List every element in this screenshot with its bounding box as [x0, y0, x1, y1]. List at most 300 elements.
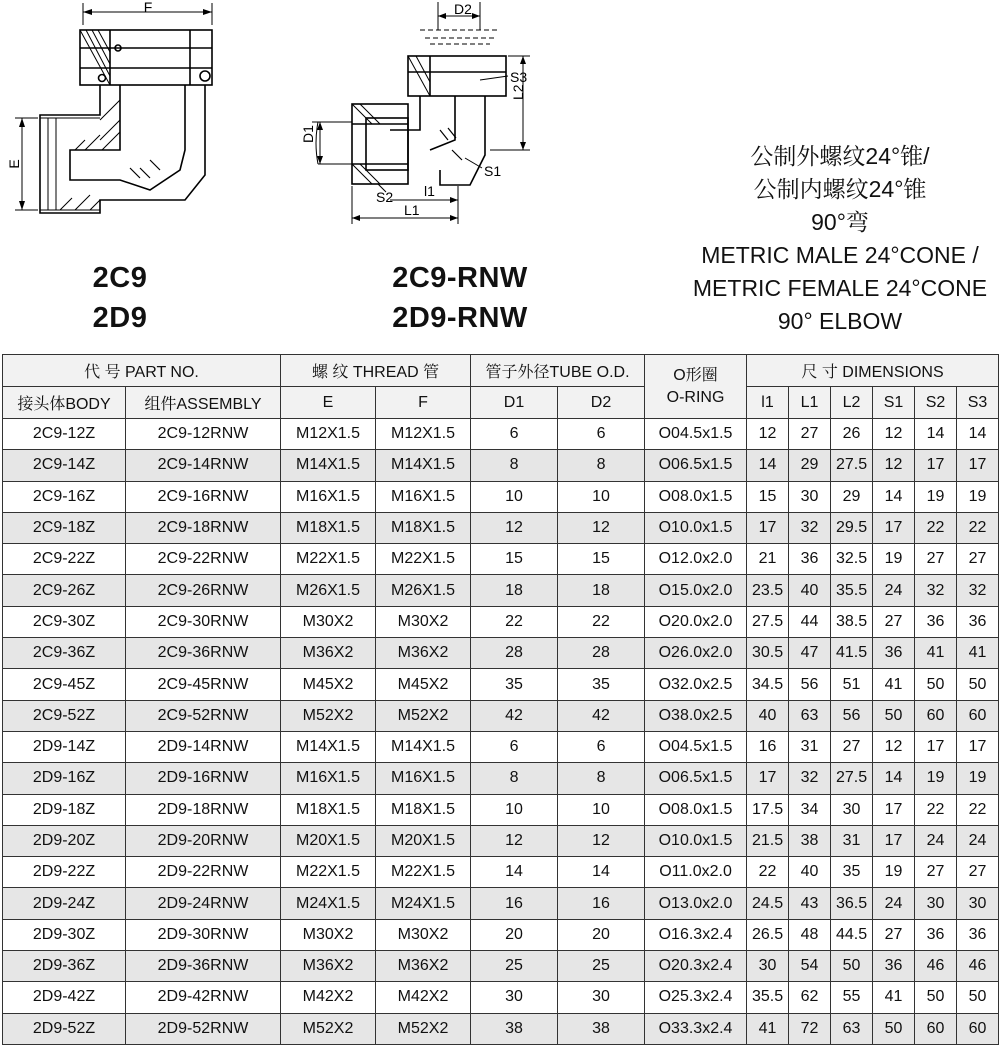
table-cell: M36X2 — [281, 638, 376, 669]
table-cell: 27 — [873, 919, 915, 950]
subheader-cell: S3 — [957, 387, 999, 419]
table-cell: 32 — [789, 763, 831, 794]
table-cell: 17 — [915, 450, 957, 481]
table-cell: O04.5x1.5 — [645, 419, 747, 450]
table-cell: M22X1.5 — [376, 544, 471, 575]
table-cell: 2D9-16Z — [3, 763, 126, 794]
table-cell: 2C9-36RNW — [126, 638, 281, 669]
table-cell: M52X2 — [281, 1013, 376, 1044]
dim-label-l1: L1 — [404, 202, 420, 218]
table-cell: 14 — [915, 419, 957, 450]
table-cell: 42 — [471, 700, 558, 731]
table-cell: O11.0x2.0 — [645, 857, 747, 888]
table-cell: 44.5 — [831, 919, 873, 950]
table-cell: 27 — [915, 544, 957, 575]
table-cell: 38 — [471, 1013, 558, 1044]
table-cell: 41.5 — [831, 638, 873, 669]
table-cell: 12 — [873, 419, 915, 450]
table-cell: M24X1.5 — [281, 888, 376, 919]
table-cell: 27 — [915, 857, 957, 888]
table-cell: 19 — [957, 763, 999, 794]
subheader-cell: E — [281, 387, 376, 419]
table-cell: 50 — [915, 669, 957, 700]
table-row — [3, 544, 999, 575]
header-dimensions: 尺 寸 DIMENSIONS — [747, 355, 999, 387]
fitting-drawing-body — [0, 0, 230, 225]
table-cell: 30 — [831, 794, 873, 825]
table-cell: 50 — [873, 700, 915, 731]
table-cell: 2D9-52Z — [3, 1013, 126, 1044]
table-cell: 36 — [873, 951, 915, 982]
model-code-2c9: 2C9 — [92, 262, 148, 294]
table-cell: 60 — [915, 700, 957, 731]
header-o-ring: O形圈 O-RING — [645, 355, 747, 419]
table-cell: M22X1.5 — [281, 544, 376, 575]
table-cell: 17 — [747, 512, 789, 543]
description-line: 90° ELBOW — [777, 308, 903, 334]
table-cell: 15 — [747, 481, 789, 512]
table-cell: 24 — [957, 825, 999, 856]
table-cell: M52X2 — [281, 700, 376, 731]
table-cell: 31 — [831, 825, 873, 856]
table-cell: M36X2 — [281, 951, 376, 982]
table-cell: 44 — [789, 606, 831, 637]
table-cell: 22 — [957, 794, 999, 825]
table-row — [3, 763, 999, 794]
table-cell: O25.3x2.4 — [645, 982, 747, 1013]
table-cell: M30X2 — [281, 919, 376, 950]
description-line: METRIC MALE 24°CONE / — [701, 242, 979, 268]
table-cell: O06.5x1.5 — [645, 450, 747, 481]
table-cell: 2D9-20Z — [3, 825, 126, 856]
table-cell: 2C9-22Z — [3, 544, 126, 575]
table-cell: 2C9-16Z — [3, 481, 126, 512]
dim-label-s2: S2 — [376, 189, 394, 205]
table-cell: M42X2 — [281, 982, 376, 1013]
table-row — [3, 951, 999, 982]
table-cell: 30 — [915, 888, 957, 919]
model-code-body — [60, 258, 180, 338]
table-cell: 30 — [747, 951, 789, 982]
table-cell: 38 — [558, 1013, 645, 1044]
table-cell: 2C9-52RNW — [126, 700, 281, 731]
table-cell: 56 — [831, 700, 873, 731]
table-cell: 24 — [915, 825, 957, 856]
table-cell: 50 — [957, 982, 999, 1013]
table-cell: 30 — [471, 982, 558, 1013]
table-cell: 51 — [831, 669, 873, 700]
table-cell: 21 — [747, 544, 789, 575]
table-row — [3, 481, 999, 512]
table-cell: 2C9-30RNW — [126, 606, 281, 637]
table-cell: 14 — [873, 481, 915, 512]
table-cell: M30X2 — [376, 919, 471, 950]
table-cell: 2D9-42Z — [3, 982, 126, 1013]
table-cell: 50 — [831, 951, 873, 982]
table-cell: 40 — [789, 575, 831, 606]
table-cell: O15.0x2.0 — [645, 575, 747, 606]
table-cell: M14X1.5 — [376, 450, 471, 481]
table-cell: 54 — [789, 951, 831, 982]
table-cell: 2C9-45Z — [3, 669, 126, 700]
header-tube-od: 管子外径TUBE O.D. — [471, 355, 645, 387]
table-cell: M18X1.5 — [376, 512, 471, 543]
table-cell: 30 — [558, 982, 645, 1013]
table-row — [3, 794, 999, 825]
table-row — [3, 888, 999, 919]
table-cell: 2D9-36RNW — [126, 951, 281, 982]
table-cell: M14X1.5 — [376, 731, 471, 762]
table-cell: M45X2 — [281, 669, 376, 700]
table-cell: O10.0x1.5 — [645, 512, 747, 543]
table-cell: M24X1.5 — [376, 888, 471, 919]
subheader-cell: L2 — [831, 387, 873, 419]
table-cell: 10 — [558, 794, 645, 825]
table-cell: 8 — [558, 763, 645, 794]
table-cell: 25 — [558, 951, 645, 982]
table-cell: 2D9-42RNW — [126, 982, 281, 1013]
table-cell: 6 — [558, 419, 645, 450]
table-cell: 31 — [789, 731, 831, 762]
model-code-2c9-rnw: 2C9-RNW — [392, 262, 528, 294]
table-cell: 17 — [873, 825, 915, 856]
table-cell: M14X1.5 — [281, 731, 376, 762]
dim-label-l1-small: l1 — [424, 183, 435, 199]
table-cell: 29 — [831, 481, 873, 512]
table-cell: 41 — [747, 1013, 789, 1044]
subheader-cell: D1 — [471, 387, 558, 419]
table-cell: 27.5 — [831, 450, 873, 481]
table-cell: 63 — [831, 1013, 873, 1044]
table-cell: 30.5 — [747, 638, 789, 669]
table-cell: 36 — [915, 919, 957, 950]
table-cell: M18X1.5 — [376, 794, 471, 825]
table-cell: 32.5 — [831, 544, 873, 575]
table-cell: 41 — [957, 638, 999, 669]
description-line: 公制外螺纹24°锥/ — [750, 143, 930, 169]
description-line: METRIC FEMALE 24°CONE — [692, 275, 988, 301]
table-cell: 2D9-14RNW — [126, 731, 281, 762]
table-cell: 22 — [471, 606, 558, 637]
header-part-no: 代 号 PART NO. — [3, 355, 281, 387]
table-row — [3, 982, 999, 1013]
table-cell: 48 — [789, 919, 831, 950]
table-cell: M12X1.5 — [281, 419, 376, 450]
table-cell: 27.5 — [747, 606, 789, 637]
table-cell: 2C9-16RNW — [126, 481, 281, 512]
table-cell: 12 — [471, 512, 558, 543]
table-cell: 10 — [558, 481, 645, 512]
table-cell: 20 — [471, 919, 558, 950]
table-cell: 8 — [471, 450, 558, 481]
table-cell: 6 — [471, 419, 558, 450]
table-cell: 36 — [915, 606, 957, 637]
table-cell: 12 — [471, 825, 558, 856]
table-cell: M26X1.5 — [281, 575, 376, 606]
table-cell: 12 — [747, 419, 789, 450]
model-code-assembly — [360, 258, 560, 338]
table-cell: 12 — [558, 512, 645, 543]
table-cell: 8 — [558, 450, 645, 481]
table-cell: 27 — [957, 544, 999, 575]
table-cell: O06.5x1.5 — [645, 763, 747, 794]
table-cell: 40 — [747, 700, 789, 731]
fitting-drawing-assembly — [290, 0, 530, 230]
table-cell: 10 — [471, 794, 558, 825]
table-cell: O08.0x1.5 — [645, 794, 747, 825]
table-cell: 35 — [558, 669, 645, 700]
table-cell: 12 — [873, 450, 915, 481]
table-cell: M52X2 — [376, 1013, 471, 1044]
table-cell: 27.5 — [831, 763, 873, 794]
table-cell: M30X2 — [281, 606, 376, 637]
table-cell: 27 — [957, 857, 999, 888]
dim-label-l2: L2 — [510, 84, 526, 100]
table-cell: O13.0x2.0 — [645, 888, 747, 919]
table-cell: 2C9-18RNW — [126, 512, 281, 543]
table-cell: 42 — [558, 700, 645, 731]
table-cell: 2C9-26RNW — [126, 575, 281, 606]
table-cell: 19 — [957, 481, 999, 512]
model-code-2d9-rnw: 2D9-RNW — [392, 302, 528, 334]
table-cell: 34.5 — [747, 669, 789, 700]
dim-label-d1: D1 — [300, 125, 316, 143]
table-cell: 2D9-24RNW — [126, 888, 281, 919]
table-row — [3, 919, 999, 950]
table-cell: 30 — [957, 888, 999, 919]
table-cell: M45X2 — [376, 669, 471, 700]
table-cell: 2C9-26Z — [3, 575, 126, 606]
subheader-cell: D2 — [558, 387, 645, 419]
table-cell: 26 — [831, 419, 873, 450]
subheader-cell: S1 — [873, 387, 915, 419]
product-description — [670, 140, 1000, 338]
table-cell: 8 — [471, 763, 558, 794]
table-cell: 35 — [471, 669, 558, 700]
table-cell: O32.0x2.5 — [645, 669, 747, 700]
table-cell: 2C9-12Z — [3, 419, 126, 450]
table-cell: 17 — [747, 763, 789, 794]
table-cell: 35.5 — [831, 575, 873, 606]
table-cell: 22 — [915, 512, 957, 543]
table-cell: M42X2 — [376, 982, 471, 1013]
table-cell: M22X1.5 — [281, 857, 376, 888]
table-cell: 30 — [789, 481, 831, 512]
table-cell: 47 — [789, 638, 831, 669]
table-cell: O10.0x1.5 — [645, 825, 747, 856]
subheader-cell: 接头体BODY — [3, 387, 126, 419]
table-cell: M26X1.5 — [376, 575, 471, 606]
subheader-cell: l1 — [747, 387, 789, 419]
dim-label-s3: S3 — [510, 69, 528, 85]
table-cell: 50 — [873, 1013, 915, 1044]
table-cell: 15 — [471, 544, 558, 575]
table-cell: 24 — [873, 888, 915, 919]
table-cell: O04.5x1.5 — [645, 731, 747, 762]
table-cell: 14 — [747, 450, 789, 481]
table-cell: O33.3x2.4 — [645, 1013, 747, 1044]
table-cell: 2D9-24Z — [3, 888, 126, 919]
table-cell: 16 — [471, 888, 558, 919]
table-cell: 2C9-30Z — [3, 606, 126, 637]
table-cell: 25 — [471, 951, 558, 982]
table-cell: M52X2 — [376, 700, 471, 731]
table-cell: 17 — [957, 731, 999, 762]
model-code-2d9: 2D9 — [92, 302, 148, 334]
table-cell: 2C9-14Z — [3, 450, 126, 481]
table-cell: 22 — [747, 857, 789, 888]
table-cell: M14X1.5 — [281, 450, 376, 481]
table-cell: 2D9-22RNW — [126, 857, 281, 888]
table-cell: M22X1.5 — [376, 857, 471, 888]
table-cell: 15 — [558, 544, 645, 575]
subheader-cell: F — [376, 387, 471, 419]
table-cell: 46 — [915, 951, 957, 982]
table-cell: 41 — [915, 638, 957, 669]
table-cell: 28 — [558, 638, 645, 669]
subheader-cell: S2 — [915, 387, 957, 419]
table-cell: O12.0x2.0 — [645, 544, 747, 575]
table-cell: M12X1.5 — [376, 419, 471, 450]
table-cell: 2C9-14RNW — [126, 450, 281, 481]
table-cell: 2D9-36Z — [3, 951, 126, 982]
table-cell: 32 — [915, 575, 957, 606]
table-cell: O16.3x2.4 — [645, 919, 747, 950]
table-cell: 2D9-20RNW — [126, 825, 281, 856]
table-cell: M20X1.5 — [376, 825, 471, 856]
table-cell: 18 — [471, 575, 558, 606]
table-cell: M18X1.5 — [281, 794, 376, 825]
table-cell: 14 — [873, 763, 915, 794]
table-cell: 2C9-22RNW — [126, 544, 281, 575]
table-cell: 26.5 — [747, 919, 789, 950]
table-cell: 16 — [747, 731, 789, 762]
table-row — [3, 450, 999, 481]
table-cell: 24.5 — [747, 888, 789, 919]
table-cell: O20.3x2.4 — [645, 951, 747, 982]
table-row — [3, 1013, 999, 1044]
table-cell: 36.5 — [831, 888, 873, 919]
table-cell: 22 — [915, 794, 957, 825]
table-cell: 60 — [957, 1013, 999, 1044]
table-cell: 2D9-30RNW — [126, 919, 281, 950]
table-cell: M16X1.5 — [281, 763, 376, 794]
table-cell: 21.5 — [747, 825, 789, 856]
table-cell: 19 — [915, 481, 957, 512]
table-cell: 16 — [558, 888, 645, 919]
table-cell: M16X1.5 — [376, 763, 471, 794]
dim-label-e: E — [6, 159, 22, 169]
table-cell: 60 — [957, 700, 999, 731]
table-cell: 27 — [789, 419, 831, 450]
table-cell: 17.5 — [747, 794, 789, 825]
table-cell: 56 — [789, 669, 831, 700]
description-line: 90°弯 — [811, 209, 869, 235]
table-cell: 17 — [915, 731, 957, 762]
table-cell: M36X2 — [376, 951, 471, 982]
header-thread: 螺 纹 THREAD 管 — [281, 355, 471, 387]
table-cell: 43 — [789, 888, 831, 919]
table-cell: 14 — [957, 419, 999, 450]
table-cell: M36X2 — [376, 638, 471, 669]
table-cell: 17 — [873, 794, 915, 825]
table-cell: 72 — [789, 1013, 831, 1044]
table-cell: 29.5 — [831, 512, 873, 543]
table-cell: 36 — [957, 919, 999, 950]
table-cell: 2D9-14Z — [3, 731, 126, 762]
table-row — [3, 575, 999, 606]
table-cell: M30X2 — [376, 606, 471, 637]
table-cell: 2D9-18RNW — [126, 794, 281, 825]
spec-table — [2, 354, 999, 1045]
table-cell: M16X1.5 — [376, 481, 471, 512]
table-cell: 2D9-16RNW — [126, 763, 281, 794]
table-cell: 19 — [915, 763, 957, 794]
table-cell: 20 — [558, 919, 645, 950]
table-row — [3, 638, 999, 669]
description-line: 公制内螺纹24°锥 — [753, 176, 927, 202]
table-cell: O26.0x2.0 — [645, 638, 747, 669]
table-cell: 27 — [873, 606, 915, 637]
dim-label-f: F — [143, 0, 153, 15]
table-cell: O20.0x2.0 — [645, 606, 747, 637]
table-cell: 27 — [831, 731, 873, 762]
table-cell: 22 — [558, 606, 645, 637]
table-cell: 2C9-45RNW — [126, 669, 281, 700]
table-cell: 60 — [915, 1013, 957, 1044]
table-cell: 2D9-22Z — [3, 857, 126, 888]
table-cell: 18 — [558, 575, 645, 606]
table-cell: 14 — [558, 857, 645, 888]
table-cell: 2D9-30Z — [3, 919, 126, 950]
table-cell: 19 — [873, 544, 915, 575]
table-cell: 41 — [873, 982, 915, 1013]
table-cell: 19 — [873, 857, 915, 888]
table-cell: 2D9-52RNW — [126, 1013, 281, 1044]
table-cell: 36 — [789, 544, 831, 575]
table-row — [3, 700, 999, 731]
subheader-cell: L1 — [789, 387, 831, 419]
table-cell: 41 — [873, 669, 915, 700]
table-cell: 14 — [471, 857, 558, 888]
table-cell: 23.5 — [747, 575, 789, 606]
table-cell: O38.0x2.5 — [645, 700, 747, 731]
table-cell: 12 — [558, 825, 645, 856]
table-cell: 50 — [915, 982, 957, 1013]
table-cell: 29 — [789, 450, 831, 481]
table-cell: 50 — [957, 669, 999, 700]
table-cell: 46 — [957, 951, 999, 982]
table-cell: 12 — [873, 731, 915, 762]
table-cell: 35.5 — [747, 982, 789, 1013]
dim-label-s1: S1 — [484, 163, 502, 179]
table-cell: 38 — [789, 825, 831, 856]
table-cell: 2C9-52Z — [3, 700, 126, 731]
table-cell: 2D9-18Z — [3, 794, 126, 825]
table-row — [3, 825, 999, 856]
table-cell: 28 — [471, 638, 558, 669]
table-cell: 32 — [957, 575, 999, 606]
table-cell: M16X1.5 — [281, 481, 376, 512]
table-cell: 55 — [831, 982, 873, 1013]
table-cell: 17 — [957, 450, 999, 481]
subheader-cell: 组件ASSEMBLY — [126, 387, 281, 419]
table-cell: M20X1.5 — [281, 825, 376, 856]
table-cell: 6 — [471, 731, 558, 762]
table-cell: 34 — [789, 794, 831, 825]
table-cell: 36 — [873, 638, 915, 669]
table-cell: M18X1.5 — [281, 512, 376, 543]
